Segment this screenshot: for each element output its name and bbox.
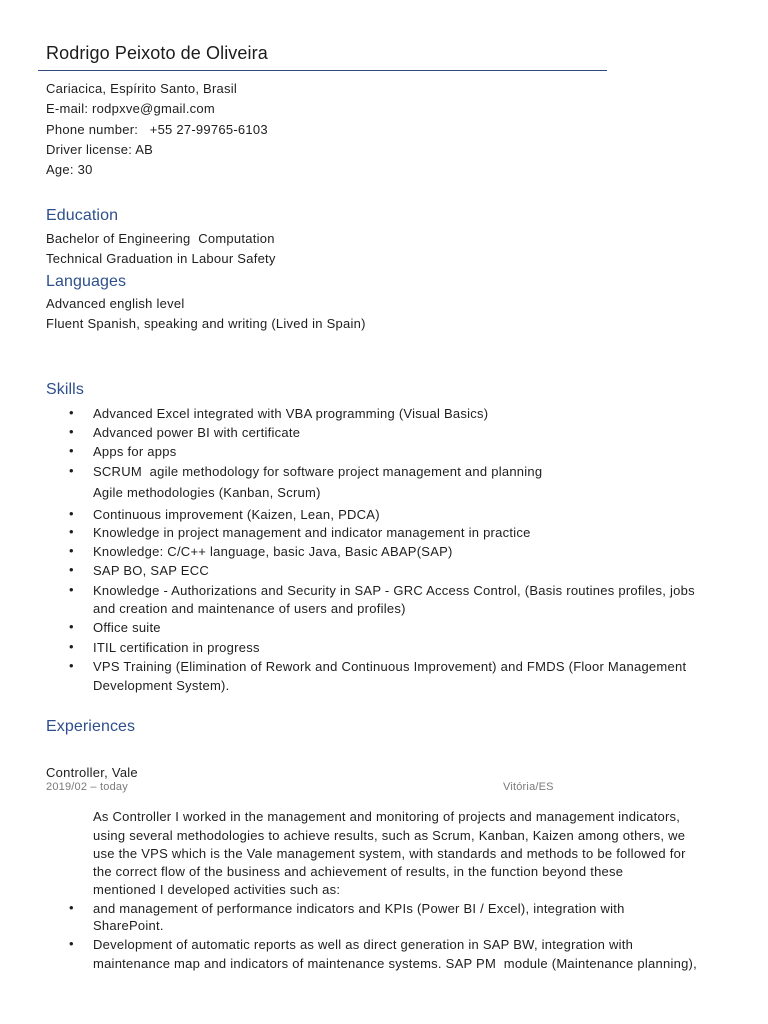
skill-item: Apps for apps [93,444,177,459]
experiences-heading: Experiences [46,718,136,735]
bullet-dot: • [69,424,74,439]
bullet-dot: • [69,582,74,597]
job-period: 2019/02 – today [46,781,128,793]
skill-item: Knowledge: C/C++ language, basic Java, Basic ABAP(SAP) [93,544,453,559]
driver-license-text: Driver license: AB [46,142,154,157]
skill-item-continued: and creation and maintenance of users and profiles) [93,601,406,616]
skill-item: Office suite [93,620,161,635]
job-activity-item: and management of performance indicators and KPIs (Power BI / Excel), integration with [93,901,625,916]
skill-item: Knowledge in project management and indicator management in practice [93,525,531,540]
bullet-dot: • [69,506,74,521]
bullet-dot: • [69,658,74,673]
job-description-line: using several methodologies to achieve results, such as Scrum, Kanban, Kaizen among others, we [93,828,686,843]
skill-item: SAP BO, SAP ECC [93,563,209,578]
header-divider [38,70,607,71]
job-description-line: mentioned I developed activities such as: [93,882,341,897]
language-item: Fluent Spanish, speaking and writing (Lived in Spain) [46,316,366,331]
job-description-line: As Controller I worked in the management and monitoring of projects and management indicators, [93,809,681,824]
phone-text: Phone number: +55 27-99765-6103 [46,122,268,137]
bullet-dot: • [69,639,74,654]
bullet-dot: • [69,562,74,577]
skill-item: Knowledge - Authorizations and Security in SAP - GRC Access Control, (Basis routines profiles, jobs [93,583,695,598]
job-description-line: the correct flow of the business and achievement of results, in the function beyond these [93,864,624,879]
skill-item: Advanced Excel integrated with VBA programming (Visual Basics) [93,406,489,421]
bullet-dot: • [69,900,74,915]
bullet-dot: • [69,443,74,458]
bullet-dot: • [69,936,74,951]
bullet-dot: • [69,524,74,539]
job-activity-item-continued: SharePoint. [93,918,164,933]
language-item: Advanced english level [46,296,185,311]
skill-item: SCRUM agile methodology for software project management and planning [93,464,543,479]
skill-item: Advanced power BI with certificate [93,425,301,440]
email-text: E-mail: rodpxve@gmail.com [46,101,215,116]
bullet-dot: • [69,463,74,478]
education-heading: Education [46,207,119,224]
age-text: Age: 30 [46,162,93,177]
bullet-dot: • [69,619,74,634]
skill-item-continued: Development System). [93,678,230,693]
job-activity-item: Development of automatic reports as well as direct generation in SAP BW, integration with [93,937,634,952]
job-location: Vitória/ES [503,781,554,793]
bullet-dot: • [69,543,74,558]
languages-heading: Languages [46,273,127,290]
job-title: Controller, Vale [46,765,138,780]
education-item: Bachelor of Engineering Computation [46,231,275,246]
job-description-line: use the VPS which is the Vale management system, with standards and methods to be followed for [93,846,686,861]
skill-item: ITIL certification in progress [93,640,260,655]
job-activity-item-continued: maintenance map and indicators of maintenance systems. SAP PM module (Maintenance planning), [93,956,697,971]
skills-heading: Skills [46,381,84,398]
bullet-dot: • [69,405,74,420]
candidate-name: Rodrigo Peixoto de Oliveira [46,43,268,63]
skill-item-continued: Agile methodologies (Kanban, Scrum) [93,485,321,500]
location-text: Cariacica, Espírito Santo, Brasil [46,81,238,96]
education-item: Technical Graduation in Labour Safety [46,251,276,266]
skill-item: Continuous improvement (Kaizen, Lean, PDCA) [93,507,380,522]
skill-item: VPS Training (Elimination of Rework and Continuous Improvement) and FMDS (Floor Management [93,659,687,674]
